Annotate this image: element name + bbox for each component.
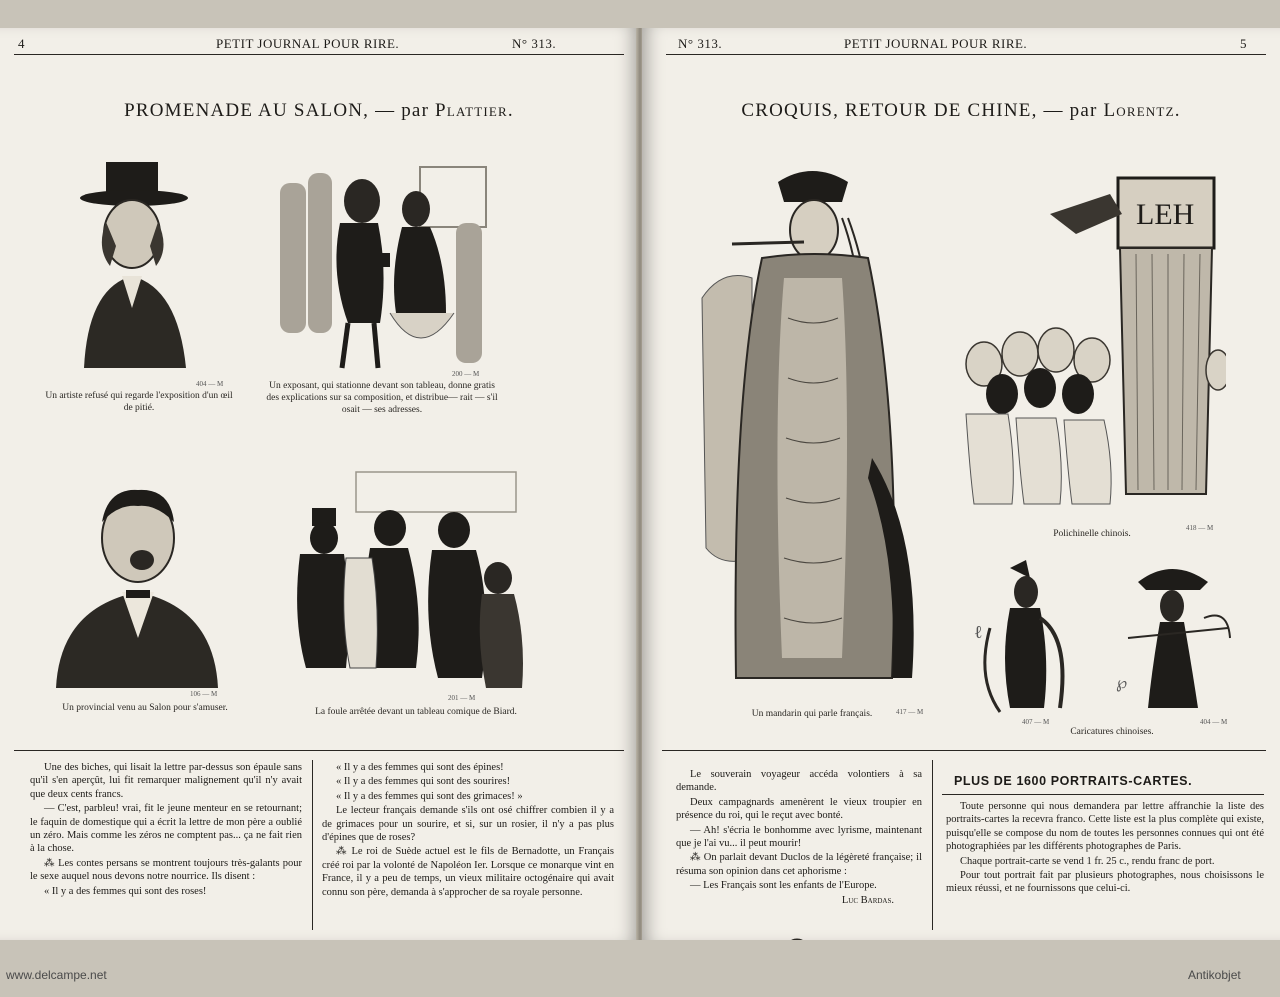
text-column-right-1 <box>676 768 922 908</box>
issue-number-left: N° 313. <box>512 36 557 51</box>
figure-number: 418 — M <box>1186 524 1214 532</box>
paragraph: Deux campagnards amenèrent le vieux troupier en présence du roi, qui le reçut avec bonté. <box>676 796 922 822</box>
paragraph: — Les Français sont les enfants de l'Europe. <box>690 880 877 892</box>
figure-number: 404 — M <box>196 380 224 388</box>
paragraph: Chaque portrait-carte se vend 1 fr. 25 c., rendu franc de port. <box>960 855 1215 867</box>
figure-caption: Un provincial venu au Salon pour s'amuser. <box>62 703 228 713</box>
illustration-punch-and-judy <box>960 174 1226 514</box>
svg-text:℘: ℘ <box>1116 675 1128 692</box>
watermark-right: Antikobjet <box>1188 968 1241 982</box>
article-title-text: PROMENADE AU SALON, — par <box>124 100 436 121</box>
advert-title: PLUS DE 1600 PORTRAITS-CARTES. <box>954 774 1193 788</box>
article-title-left <box>0 100 638 122</box>
figure-caption: Un mandarin qui parle français. <box>751 709 873 719</box>
figure-number: 200 — M <box>452 370 480 378</box>
paragraph: ⁂ Les contes persans se montrent toujours très-galants pour le sexe auquel nous devons notre nourrice. Ils disent : <box>30 857 302 883</box>
paragraph: « Il y a des femmes qui sont des épines! <box>336 762 504 773</box>
article-title-right <box>642 100 1280 122</box>
paragraph: Le lecteur français demande s'ils ont osé chiffrer combien il y a de grimaces pour un sourire, et si, sur un rosier, il n'y a pas plus d'épines que de roses? <box>322 805 614 844</box>
illustration-caricature-2 <box>1108 558 1238 718</box>
paragraph: Toute personne qui nous demandera par lettre affranchie la liste des portraits-cartes la recevra franco. Cette liste est la plus complète qui existe, puisqu'elle se compose du nom de toutes les personnes connues qui ont été photographiées par les différents photographes de Paris. <box>946 801 1264 853</box>
header-rule-left <box>14 54 624 55</box>
article-title-text: CROQUIS, RETOUR DE CHINE, — par <box>741 100 1104 121</box>
paragraph: « Il y a des femmes qui sont des roses! <box>44 885 207 897</box>
column-divider <box>932 760 933 930</box>
illustration-caricature-1 <box>970 558 1100 718</box>
section-rule-right <box>662 750 1266 751</box>
scan-bottom-border <box>0 940 1280 997</box>
paragraph: ⁂ Le roi de Suède actuel est le fils de Bernadotte, un Français créé roi par la volonté de Napoléon Ier. Lorsque ce monarque vint en France, il y a peu de temps, un vieux militaire octogénaire qui avait connu son père, demanda à s'approcher de sa royale personne. <box>322 846 614 898</box>
right-page <box>642 28 1280 940</box>
illustration-provincial <box>46 468 226 688</box>
illustration-exhibitor <box>270 163 490 373</box>
author-signature: Luc Bardas. <box>841 894 894 906</box>
paragraph: Une des biches, qui lisait la lettre par-dessus son épaule sans qu'il s'en aperçût, lui fit remarquer malignement qu'il n'y avait que deux cents francs. <box>30 762 302 800</box>
figure-caption: La foule arrêtée devant un tableau comique de Biard. <box>315 707 517 717</box>
paragraph: Pour tout portrait fait par plusieurs photographes, nous choisissons le mieux réussi, et ne fournissons que celui-ci. <box>946 870 1264 895</box>
text-column-left-1 <box>30 761 302 899</box>
illustration-crowd <box>286 468 526 694</box>
paragraph: — Ah! s'écria le bonhomme avec lyrisme, maintenant que je l'ai vu... il peut mourir! <box>676 824 922 850</box>
figure-caption: Caricatures chinoises. <box>1070 727 1154 737</box>
column-divider <box>312 760 313 930</box>
paragraph: Le souverain voyageur accéda volontiers à sa demande. <box>676 769 922 794</box>
watermark-left: www.delcampe.net <box>6 968 107 982</box>
svg-text:ℓ: ℓ <box>974 622 983 642</box>
figure-caption: Un artiste refusé qui regarde l'exposition d'un œil de pitié. <box>45 391 233 413</box>
text-column-left-2 <box>322 761 614 900</box>
page-number-left: 4 <box>18 36 25 51</box>
header-rule-right <box>666 54 1266 55</box>
paragraph: ⁂ On parlait devant Duclos de la légèreté française; il résuma son opinion dans cet aphorisme : <box>676 852 922 877</box>
advert-rule <box>942 794 1264 795</box>
article-author: Plattier. <box>435 100 514 121</box>
figure-number: 404 — M <box>1200 718 1228 726</box>
scan-top-border <box>0 0 1280 28</box>
paragraph: « Il y a des femmes qui sont des sourires! <box>336 776 511 788</box>
fleuron-ornament <box>752 938 842 940</box>
svg-text:LEH: LEH <box>1136 198 1195 231</box>
article-author: Lorentz. <box>1103 100 1181 121</box>
paragraph: « Il y a des femmes qui sont des grimaces! » <box>336 790 523 802</box>
left-page <box>0 28 638 940</box>
figure-caption: Un exposant, qui stationne devant son tableau, donne gratis des explications sur sa composition, et distribue— rait — s'il osait — ses adresses. <box>266 381 498 415</box>
figure-number: 106 — M <box>190 690 218 698</box>
issue-number-right: N° 313. <box>678 36 723 51</box>
illustration-refused-artist <box>66 158 206 368</box>
advert-text <box>946 800 1264 897</box>
figure-caption: Polichinelle chinois. <box>1053 529 1131 539</box>
page-number-right: 5 <box>1240 36 1247 51</box>
section-rule-left <box>14 750 624 751</box>
figure-number: 417 — M <box>896 708 924 716</box>
paragraph: — C'est, parbleu! vrai, fit le jeune menteur en se retournant; le faquin de domestique qui a écrit la lettre de mon père a oublié un zéro. Mais comme les zéros ne comptent pas... ça ne fait rien à la chose. <box>30 803 302 855</box>
running-title-left: PETIT JOURNAL POUR RIRE. <box>216 36 400 51</box>
figure-number: 201 — M <box>448 694 476 702</box>
illustration-mandarin <box>692 158 932 694</box>
running-title-right: PETIT JOURNAL POUR RIRE. <box>844 36 1028 51</box>
figure-number: 407 — M <box>1022 718 1050 726</box>
